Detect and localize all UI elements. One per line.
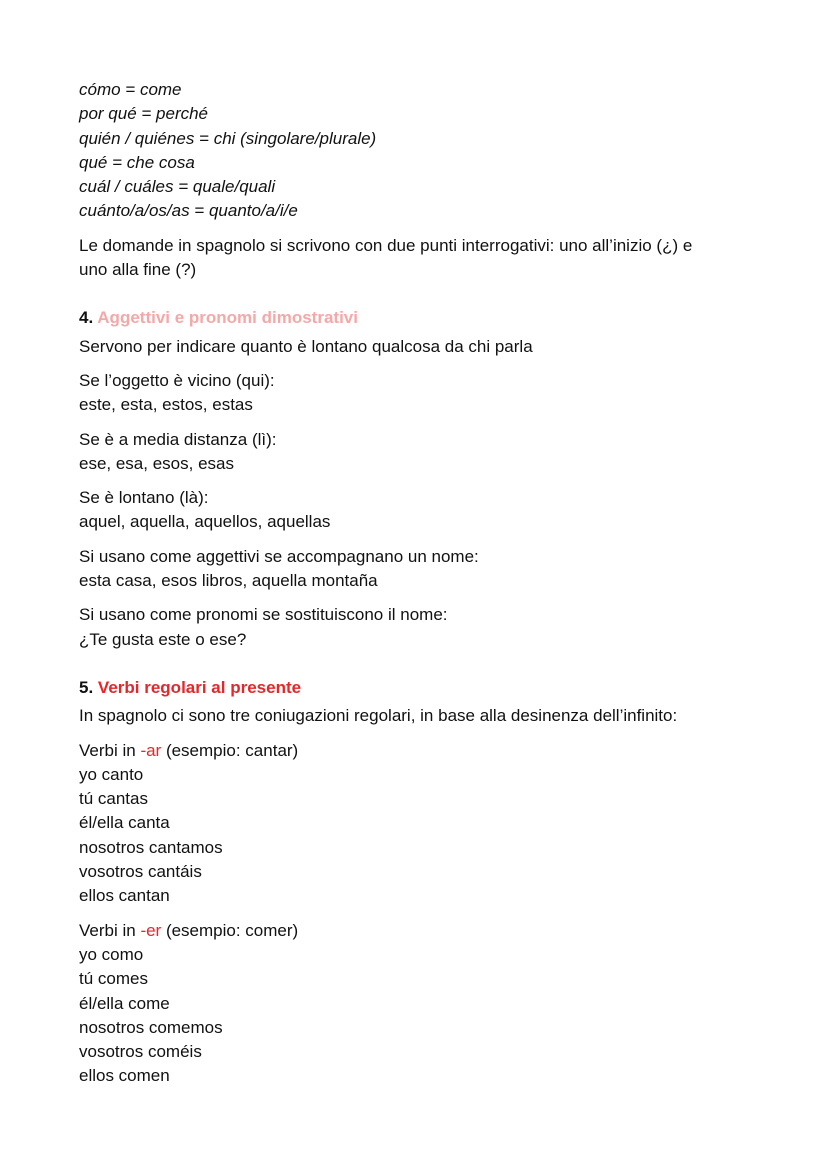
- section-4-number: 4.: [79, 308, 94, 328]
- interrogative-item: por qué = perché: [79, 104, 209, 124]
- ar-prefix: Verbi in: [79, 740, 141, 760]
- conjugation-line: ellos comen: [79, 1066, 170, 1086]
- adjective-usage-label: Si usano come aggettivi se accompagnano un nome:: [79, 546, 479, 566]
- question-marks-note: [79, 234, 759, 283]
- near-label: Se l’oggetto è vicino (qui):: [79, 370, 275, 390]
- near-block: [79, 369, 759, 418]
- conjugation-line: yo como: [79, 944, 144, 964]
- conjugation-line: él/ella canta: [79, 813, 170, 833]
- er-prefix: Verbi in: [79, 920, 141, 940]
- far-block: [79, 486, 759, 535]
- ar-verbs-block: [79, 739, 759, 909]
- conjugation-line: tú cantas: [79, 789, 148, 809]
- section-4-intro: Servono per indicare quanto è lontano qualcosa da chi parla: [79, 336, 533, 356]
- er-verbs-block: [79, 919, 759, 1089]
- conjugation-line: yo canto: [79, 764, 144, 784]
- section-4-heading: [79, 306, 759, 330]
- conjugation-line: él/ella come: [79, 993, 170, 1013]
- conjugation-line: nosotros comemos: [79, 1017, 223, 1037]
- section-5-heading: [79, 676, 759, 700]
- far-label: Se è lontano (là):: [79, 488, 209, 508]
- mid-label: Se è a media distanza (lì):: [79, 429, 277, 449]
- interrogatives-list: [79, 78, 759, 224]
- ar-verbs-heading: [79, 739, 759, 763]
- er-suffix: (esempio: comer): [161, 920, 299, 940]
- mid-block: [79, 428, 759, 477]
- section-5-intro: In spagnolo ci sono tre coniugazioni regolari, in base alla desinenza dell’infinito:: [79, 706, 678, 726]
- adjective-usage-example: esta casa, esos libros, aquella montaña: [79, 571, 378, 591]
- section-5-number: 5.: [79, 677, 94, 697]
- section-4-title: Aggettivi e pronomi dimostrativi: [97, 308, 358, 328]
- section-5-title: Verbi regolari al presente: [97, 677, 302, 697]
- conjugation-line: ellos cantan: [79, 886, 170, 906]
- document-content: [79, 78, 759, 1089]
- ar-suffix: (esempio: cantar): [161, 740, 299, 760]
- pronoun-usage-block: [79, 603, 759, 652]
- far-forms: aquel, aquella, aquellos, aquellas: [79, 512, 331, 532]
- interrogative-item: qué = che cosa: [79, 152, 195, 172]
- interrogative-item: cuál / cuáles = quale/quali: [79, 177, 276, 197]
- er-ending: -er: [140, 920, 162, 940]
- near-forms: este, esta, estos, estas: [79, 395, 253, 415]
- mid-forms: ese, esa, esos, esas: [79, 453, 234, 473]
- interrogative-item: cómo = come: [79, 80, 182, 99]
- interrogative-item: quién / quiénes = chi (singolare/plurale): [79, 128, 377, 148]
- pronoun-usage-example: ¿Te gusta este o ese?: [79, 629, 247, 649]
- conjugation-line: vosotros cantáis: [79, 862, 202, 882]
- er-verbs-heading: [79, 919, 759, 943]
- interrogative-item: cuánto/a/os/as = quanto/a/i/e: [79, 201, 298, 221]
- ar-ending: -ar: [140, 740, 162, 760]
- adjective-usage-block: [79, 545, 759, 594]
- question-marks-note-line2: uno alla fine (?): [79, 260, 197, 280]
- conjugation-line: nosotros cantamos: [79, 837, 223, 857]
- pronoun-usage-label: Si usano come pronomi se sostituiscono il nome:: [79, 605, 448, 625]
- conjugation-line: tú comes: [79, 969, 148, 989]
- conjugation-line: vosotros coméis: [79, 1042, 202, 1062]
- question-marks-note-line1: Le domande in spagnolo si scrivono con due punti interrogativi: uno all’inizio (¿) e: [79, 235, 693, 255]
